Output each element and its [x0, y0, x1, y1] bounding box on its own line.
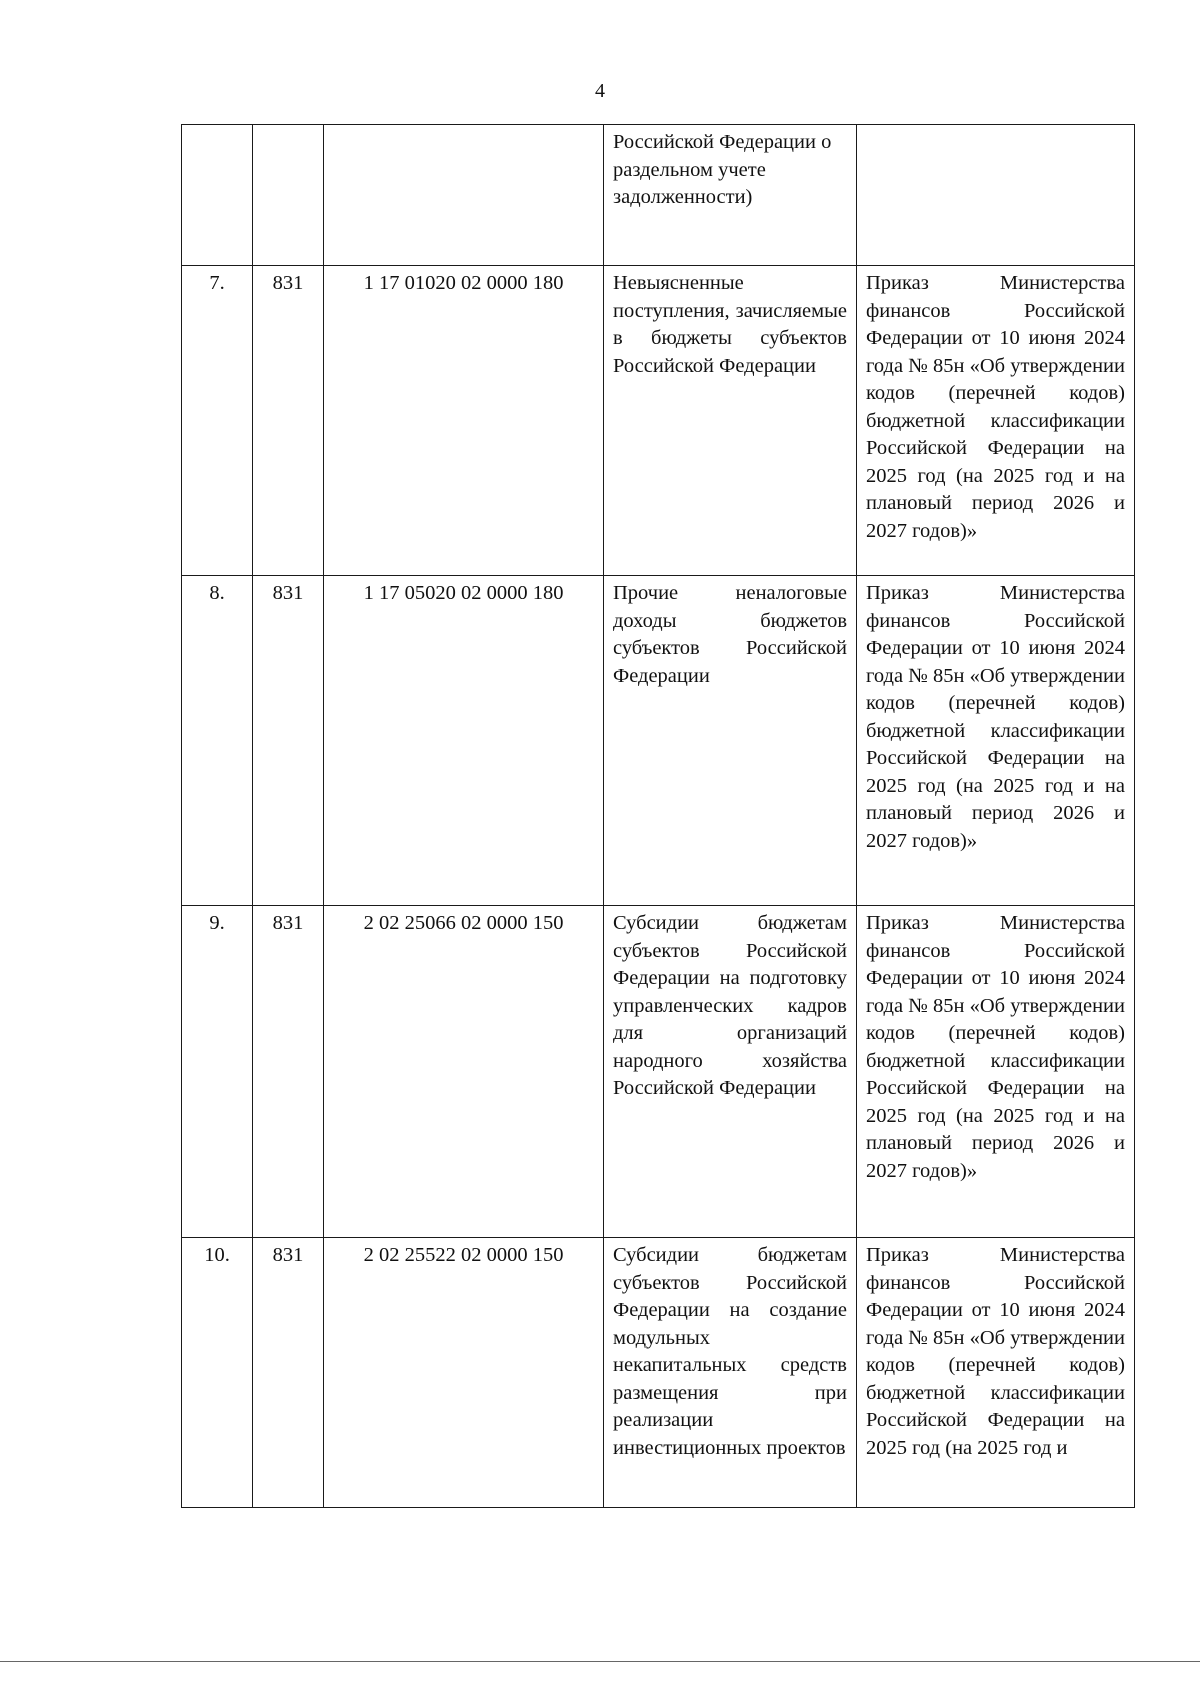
revenue-name-cell: Невыясненные поступления, зачисляемые в бюджеты субъектов Российской Федерации	[604, 266, 857, 576]
legal-basis-cell: Приказ Министерства финансов Российской Федерации от 10 июня 2024 года № 85н «Об утверждении кодов (перечней кодов) бюджетной классификации Российской Федерации на 2025 год (на 2025 год и на плановый период 2026 и 2027 годов)»	[857, 266, 1135, 576]
page-bottom-rule	[0, 1661, 1200, 1662]
admin-code-cell: 831	[253, 266, 324, 576]
budget-code-cell: 2 02 25522 02 0000 150	[324, 1238, 604, 1508]
legal-basis-cell: Приказ Министерства финансов Российской Федерации от 10 июня 2024 года № 85н «Об утверждении кодов (перечней кодов) бюджетной классификации Российской Федерации на 2025 год (на 2025 год и	[857, 1238, 1135, 1508]
revenue-name-cell: Прочие неналоговые доходы бюджетов субъектов Российской Федерации	[604, 576, 857, 906]
budget-code-cell: 2 02 25066 02 0000 150	[324, 906, 604, 1238]
table-row	[182, 906, 1135, 1238]
budget-codes-table	[181, 124, 1135, 1508]
page-number: 4	[595, 80, 605, 102]
legal-basis-cell: Приказ Министерства финансов Российской Федерации от 10 июня 2024 года № 85н «Об утверждении кодов (перечней кодов) бюджетной классификации Российской Федерации на 2025 год (на 2025 год и на плановый период 2026 и 2027 годов)»	[857, 906, 1135, 1238]
legal-basis-cell: Приказ Министерства финансов Российской Федерации от 10 июня 2024 года № 85н «Об утверждении кодов (перечней кодов) бюджетной классификации Российской Федерации на 2025 год (на 2025 год и на плановый период 2026 и 2027 годов)»	[857, 576, 1135, 906]
row-number-cell	[182, 125, 253, 266]
admin-code-cell: 831	[253, 1238, 324, 1508]
row-number-cell: 7.	[182, 266, 253, 576]
revenue-name-cell: Российской Федерации о раздельном учете задолженности)	[604, 125, 857, 266]
legal-basis-cell	[857, 125, 1135, 266]
budget-code-cell	[324, 125, 604, 266]
row-number-cell: 10.	[182, 1238, 253, 1508]
table-row	[182, 576, 1135, 906]
budget-code-cell: 1 17 05020 02 0000 180	[324, 576, 604, 906]
admin-code-cell: 831	[253, 906, 324, 1238]
revenue-name-cell: Субсидии бюджетам субъектов Российской Федерации на создание модульных некапитальных средств размещения при реализации инвестиционных проектов	[604, 1238, 857, 1508]
row-number-cell: 8.	[182, 576, 253, 906]
row-number-cell: 9.	[182, 906, 253, 1238]
table-row	[182, 266, 1135, 576]
table-row-continuation	[182, 125, 1135, 266]
admin-code-cell: 831	[253, 576, 324, 906]
admin-code-cell	[253, 125, 324, 266]
budget-code-cell: 1 17 01020 02 0000 180	[324, 266, 604, 576]
table-row	[182, 1238, 1135, 1508]
revenue-name-cell: Субсидии бюджетам субъектов Российской Федерации на подготовку управленческих кадров для организаций народного хозяйства Российской Федерации	[604, 906, 857, 1238]
